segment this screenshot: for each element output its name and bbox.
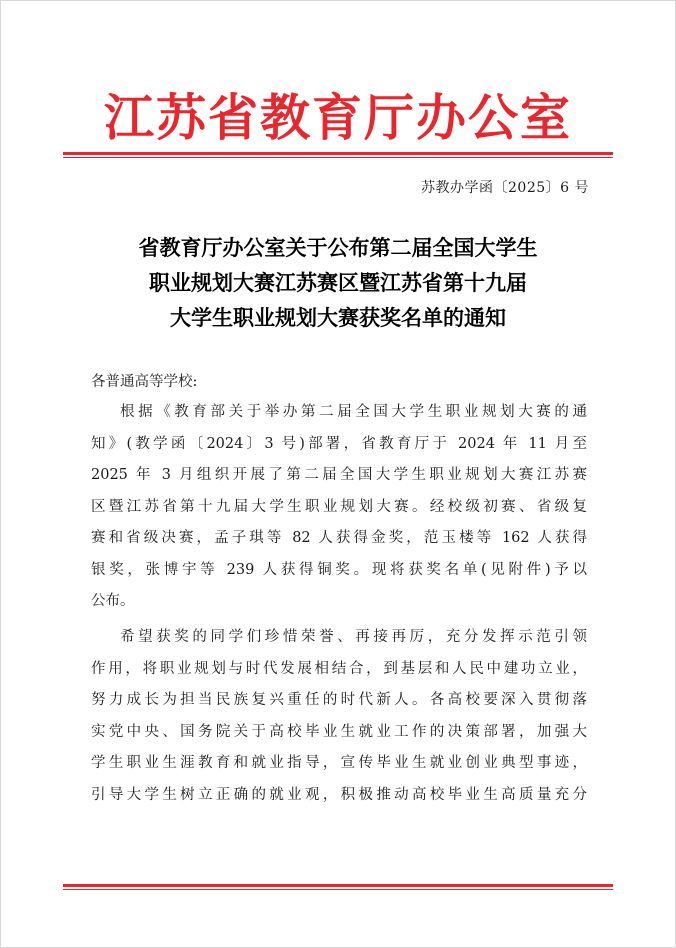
paragraph-line: 区暨江苏省第十九届大学生职业规划大赛。经校级初赛、省级复 <box>91 498 587 515</box>
paragraph-line: 根据《教育部关于举办第二届全国大学生职业规划大赛的通 <box>120 404 587 420</box>
document-headline <box>0 230 676 335</box>
paragraph-line: 实党中央、国务院关于高校毕业生就业工作的决策部署，加强大 <box>91 723 587 740</box>
footer-divider-thin-line <box>63 889 613 890</box>
paragraph-line: 学生职业生涯教育和就业指导，宣传毕业生就业创业典型事迹， <box>91 755 587 771</box>
paragraph-line: 赛和省级决赛，孟子琪等 82 人获得金奖，范玉楼等 162 人获得 <box>91 530 587 546</box>
headline-line: 职业规划大赛江苏赛区暨江苏省第十九届 <box>149 270 527 295</box>
issuing-organization-title: 江苏省教育厅办公室 <box>104 89 572 147</box>
document-number: 苏教办学函〔2025〕6 号 <box>421 180 589 196</box>
header-divider-thick-line <box>63 152 613 155</box>
headline-line: 大学生职业规划大赛获奖名单的通知 <box>170 305 506 330</box>
paragraph-line: 2025 年 3 月组织开展了第二届全国大学生职业规划大赛江苏赛 <box>91 467 587 483</box>
paragraph-line: 努力成长为担当民族复兴重任的时代新人。各高校要深入贯彻落 <box>91 692 587 708</box>
body-paragraph-1 <box>91 397 587 618</box>
paragraph-line: 希望获奖的同学们珍惜荣誉、再接再厉，充分发挥示范引领 <box>120 629 587 645</box>
paragraph-line: 公布。 <box>91 593 135 609</box>
header-divider <box>63 152 613 158</box>
paragraph-line: 银奖，张博宇等 239 人获得铜奖。现将获奖名单(见附件)予以 <box>91 561 587 578</box>
paragraph-line: 引导大学生树立正确的就业观，积极推动高校毕业生高质量充分 <box>91 786 587 803</box>
paragraph-line: 知》(教学函〔2024〕3 号)部署，省教育厅于 2024 年 11 月至 <box>91 435 587 452</box>
header-divider-thin-line <box>63 157 613 158</box>
body-paragraph-2 <box>91 622 587 811</box>
headline-line: 省教育厅办公室关于公布第二届全国大学生 <box>138 235 538 260</box>
salutation: 各普通高等学校: <box>91 374 198 390</box>
paragraph-line: 作用，将职业规划与时代发展相结合，到基层和人民中建功立业， <box>91 660 587 677</box>
footer-divider-thick-line <box>63 884 613 887</box>
footer-divider <box>63 884 613 890</box>
